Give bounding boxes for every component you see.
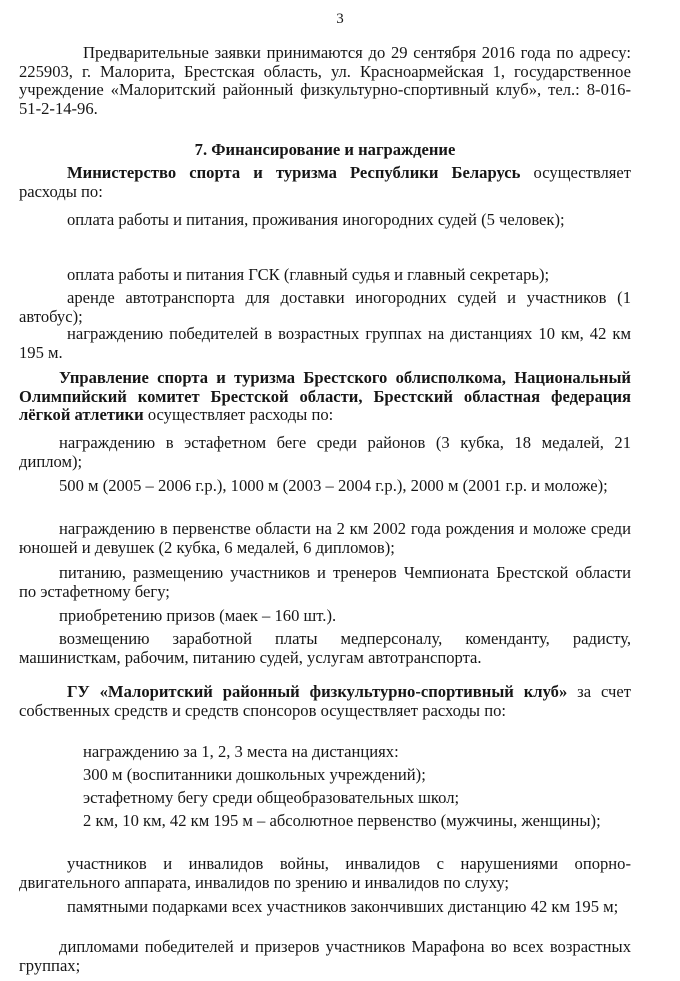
funder-text: осуществляет расходы по: xyxy=(143,405,334,425)
funder-text: осуществляет расходы по: xyxy=(19,163,632,201)
funder-paragraph-club xyxy=(19,683,631,720)
page-number: 3 xyxy=(336,11,344,27)
expense-item: питанию, размещению участников и тренеров Чемпионата Брестской области по эстафетному бегу; xyxy=(19,563,631,601)
funder-paragraph-ministry xyxy=(19,164,631,201)
section-heading: 7. Финансирование и награждение xyxy=(194,140,456,159)
expense-item: 500 м (2005 – 2006 г.р.), 1000 м (2003 – 2004 г.р.), 2000 м (2001 г.р. и моложе); xyxy=(59,476,608,495)
funder-name: Управление спорта и туризма Брестского облисполкома, Национальный Олимпийский комитет Брестской области, Брестский областная федерация лёгкой атлетики xyxy=(19,368,631,425)
funder-name: Министерство спорта и туризма Республики Беларусь xyxy=(67,163,521,182)
expense-item: 300 м (воспитанники дошкольных учреждений); xyxy=(83,765,426,784)
expense-item: оплата работы и питания ГСК (главный судья и главный секретарь); xyxy=(67,265,550,284)
expense-item: аренде автотранспорта для доставки иногородних судей и участников (1 автобус); xyxy=(19,288,631,326)
expense-item: награждению в эстафетном беге среди районов (3 кубка, 18 медалей, 21 диплом); xyxy=(19,433,631,471)
funder-name: ГУ «Малоритский районный физкультурно-спортивный клуб» xyxy=(67,682,568,701)
expense-item: возмещению заработной платы медперсоналу, коменданту, радисту, машинисткам, рабочим, питанию судей, услугам автотранспорта. xyxy=(19,629,631,667)
applications-paragraph: Предварительные заявки принимаются до 29 сентября 2016 года по адресу: 225903, г. Малорита, Брестская область, ул. Красноармейская 1, государственное учреждение «Малоритский районный физкультурно-спортивный клуб», тел.: 8-016-51-2-14-96. xyxy=(19,43,631,118)
expense-item: дипломами победителей и призеров участников Марафона во всех возрастных группах; xyxy=(19,937,631,975)
expense-item: памятными подарками всех участников закончивших дистанцию 42 км 195 м; xyxy=(67,897,619,916)
expense-item: эстафетному бегу среди общеобразовательных школ; xyxy=(83,788,460,807)
expense-item: участников и инвалидов войны, инвалидов с нарушениями опорно-двигательного аппарата, инвалидов по зрению и инвалидов по слуху; xyxy=(19,854,631,892)
expense-item: 2 км, 10 км, 42 км 195 м – абсолютное первенство (мужчины, женщины); xyxy=(83,811,601,830)
funder-paragraph-regional xyxy=(19,369,631,425)
expense-item: награждению победителей в возрастных группах на дистанциях 10 км, 42 км 195 м. xyxy=(19,324,631,362)
expense-item: приобретению призов (маек – 160 шт.). xyxy=(59,606,337,625)
funder-text: за счет собственных средств и средств спонсоров осуществляет расходы по: xyxy=(19,682,631,720)
expense-item: награждению в первенстве области на 2 км 2002 года рождения и моложе среди юношей и девушек (2 кубка, 6 медалей, 6 дипломов); xyxy=(19,519,631,557)
expense-item: оплата работы и питания, проживания иногородних судей (5 человек); xyxy=(67,210,565,229)
expense-item: награждению за 1, 2, 3 места на дистанциях: xyxy=(83,742,399,761)
